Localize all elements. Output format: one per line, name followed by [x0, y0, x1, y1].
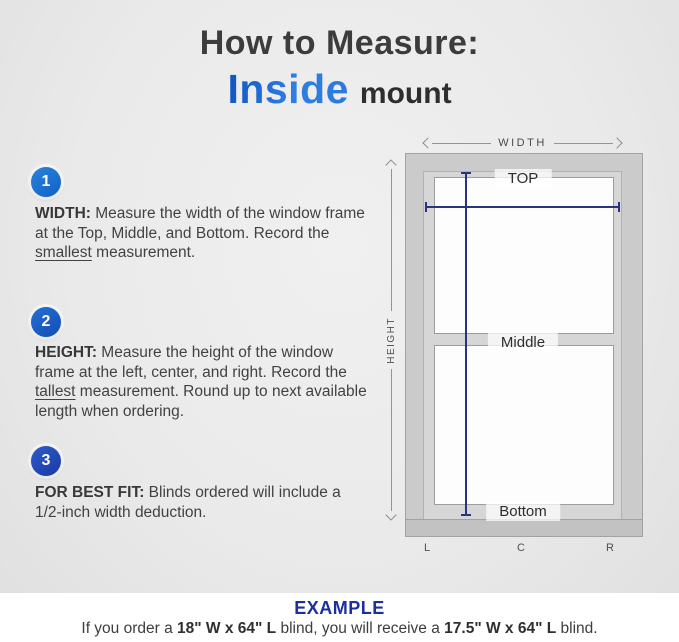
step-2-number: 2 [41, 313, 51, 330]
right-position-mark: R [606, 542, 614, 554]
step-1-number: 1 [41, 173, 51, 190]
step-3-badge [31, 446, 61, 476]
bottom-measure-label: Bottom [486, 502, 560, 521]
title-suffix: mount [359, 77, 452, 110]
step-2-badge [31, 307, 61, 337]
step-3-number: 3 [41, 452, 51, 469]
step-1-underlined-word: smallest [35, 244, 92, 261]
height-dimension-arrow [384, 161, 398, 519]
page-title [0, 24, 679, 113]
center-position-mark: C [517, 542, 525, 554]
step-2-text [35, 343, 367, 421]
window-sill [405, 519, 643, 537]
arrow-down-icon [385, 509, 396, 520]
measure-cap [618, 202, 620, 212]
height-arrow-line [391, 369, 392, 511]
example-text-1: If you order a [81, 620, 178, 637]
arrow-left-icon [422, 137, 433, 148]
height-arrow-line [391, 169, 392, 311]
height-measuring-line [461, 172, 471, 516]
width-measuring-line [425, 202, 620, 212]
height-dimension-label: HEIGHT [385, 316, 397, 364]
arrow-right-icon [611, 137, 622, 148]
middle-measure-label: Middle [488, 333, 558, 352]
width-arrow-line [432, 143, 491, 144]
example-text-3: blind. [556, 620, 598, 637]
width-dimension-arrow [424, 135, 621, 151]
example-sentence [0, 620, 679, 638]
left-position-mark: L [424, 542, 431, 554]
width-dimension-label: WIDTH [498, 137, 547, 149]
arrow-up-icon [385, 159, 396, 170]
step-2-label: HEIGHT: [35, 344, 97, 361]
example-ordered-size: 18" W x 64" L [177, 620, 277, 637]
title-line-2 [0, 66, 679, 113]
example-received-size: 17.5" W x 64" L [444, 620, 557, 637]
step-2-underlined-word: tallest [35, 383, 76, 400]
measure-line [465, 172, 467, 516]
step-1-body-after: measurement. [91, 244, 196, 261]
example-text-2: blind, you will receive a [276, 620, 445, 637]
example-heading: EXAMPLE [294, 598, 385, 618]
measure-cap [461, 514, 471, 516]
step-1-label: WIDTH: [35, 205, 91, 222]
example-section [0, 593, 679, 642]
width-arrow-line [554, 143, 613, 144]
step-3-body-before: Blinds ordered will include a 1/2-inch width deduction. [35, 484, 341, 521]
top-measure-label: TOP [495, 169, 552, 188]
step-3-label: FOR BEST FIT: [35, 484, 145, 501]
step-3-text [35, 483, 367, 522]
title-line-1: How to Measure: [199, 24, 480, 62]
step-2-body-before: Measure the height of the window frame at the left, center, and right. Record the [35, 344, 347, 381]
step-1-body-before: Measure the width of the window frame at the Top, Middle, and Bottom. Record the [35, 205, 365, 242]
measure-line [425, 206, 620, 208]
step-1-badge [31, 167, 61, 197]
step-2-body-after: measurement. Round up to next available length when ordering. [35, 383, 367, 420]
title-highlight: Inside [227, 66, 349, 112]
step-1-text [35, 204, 367, 263]
